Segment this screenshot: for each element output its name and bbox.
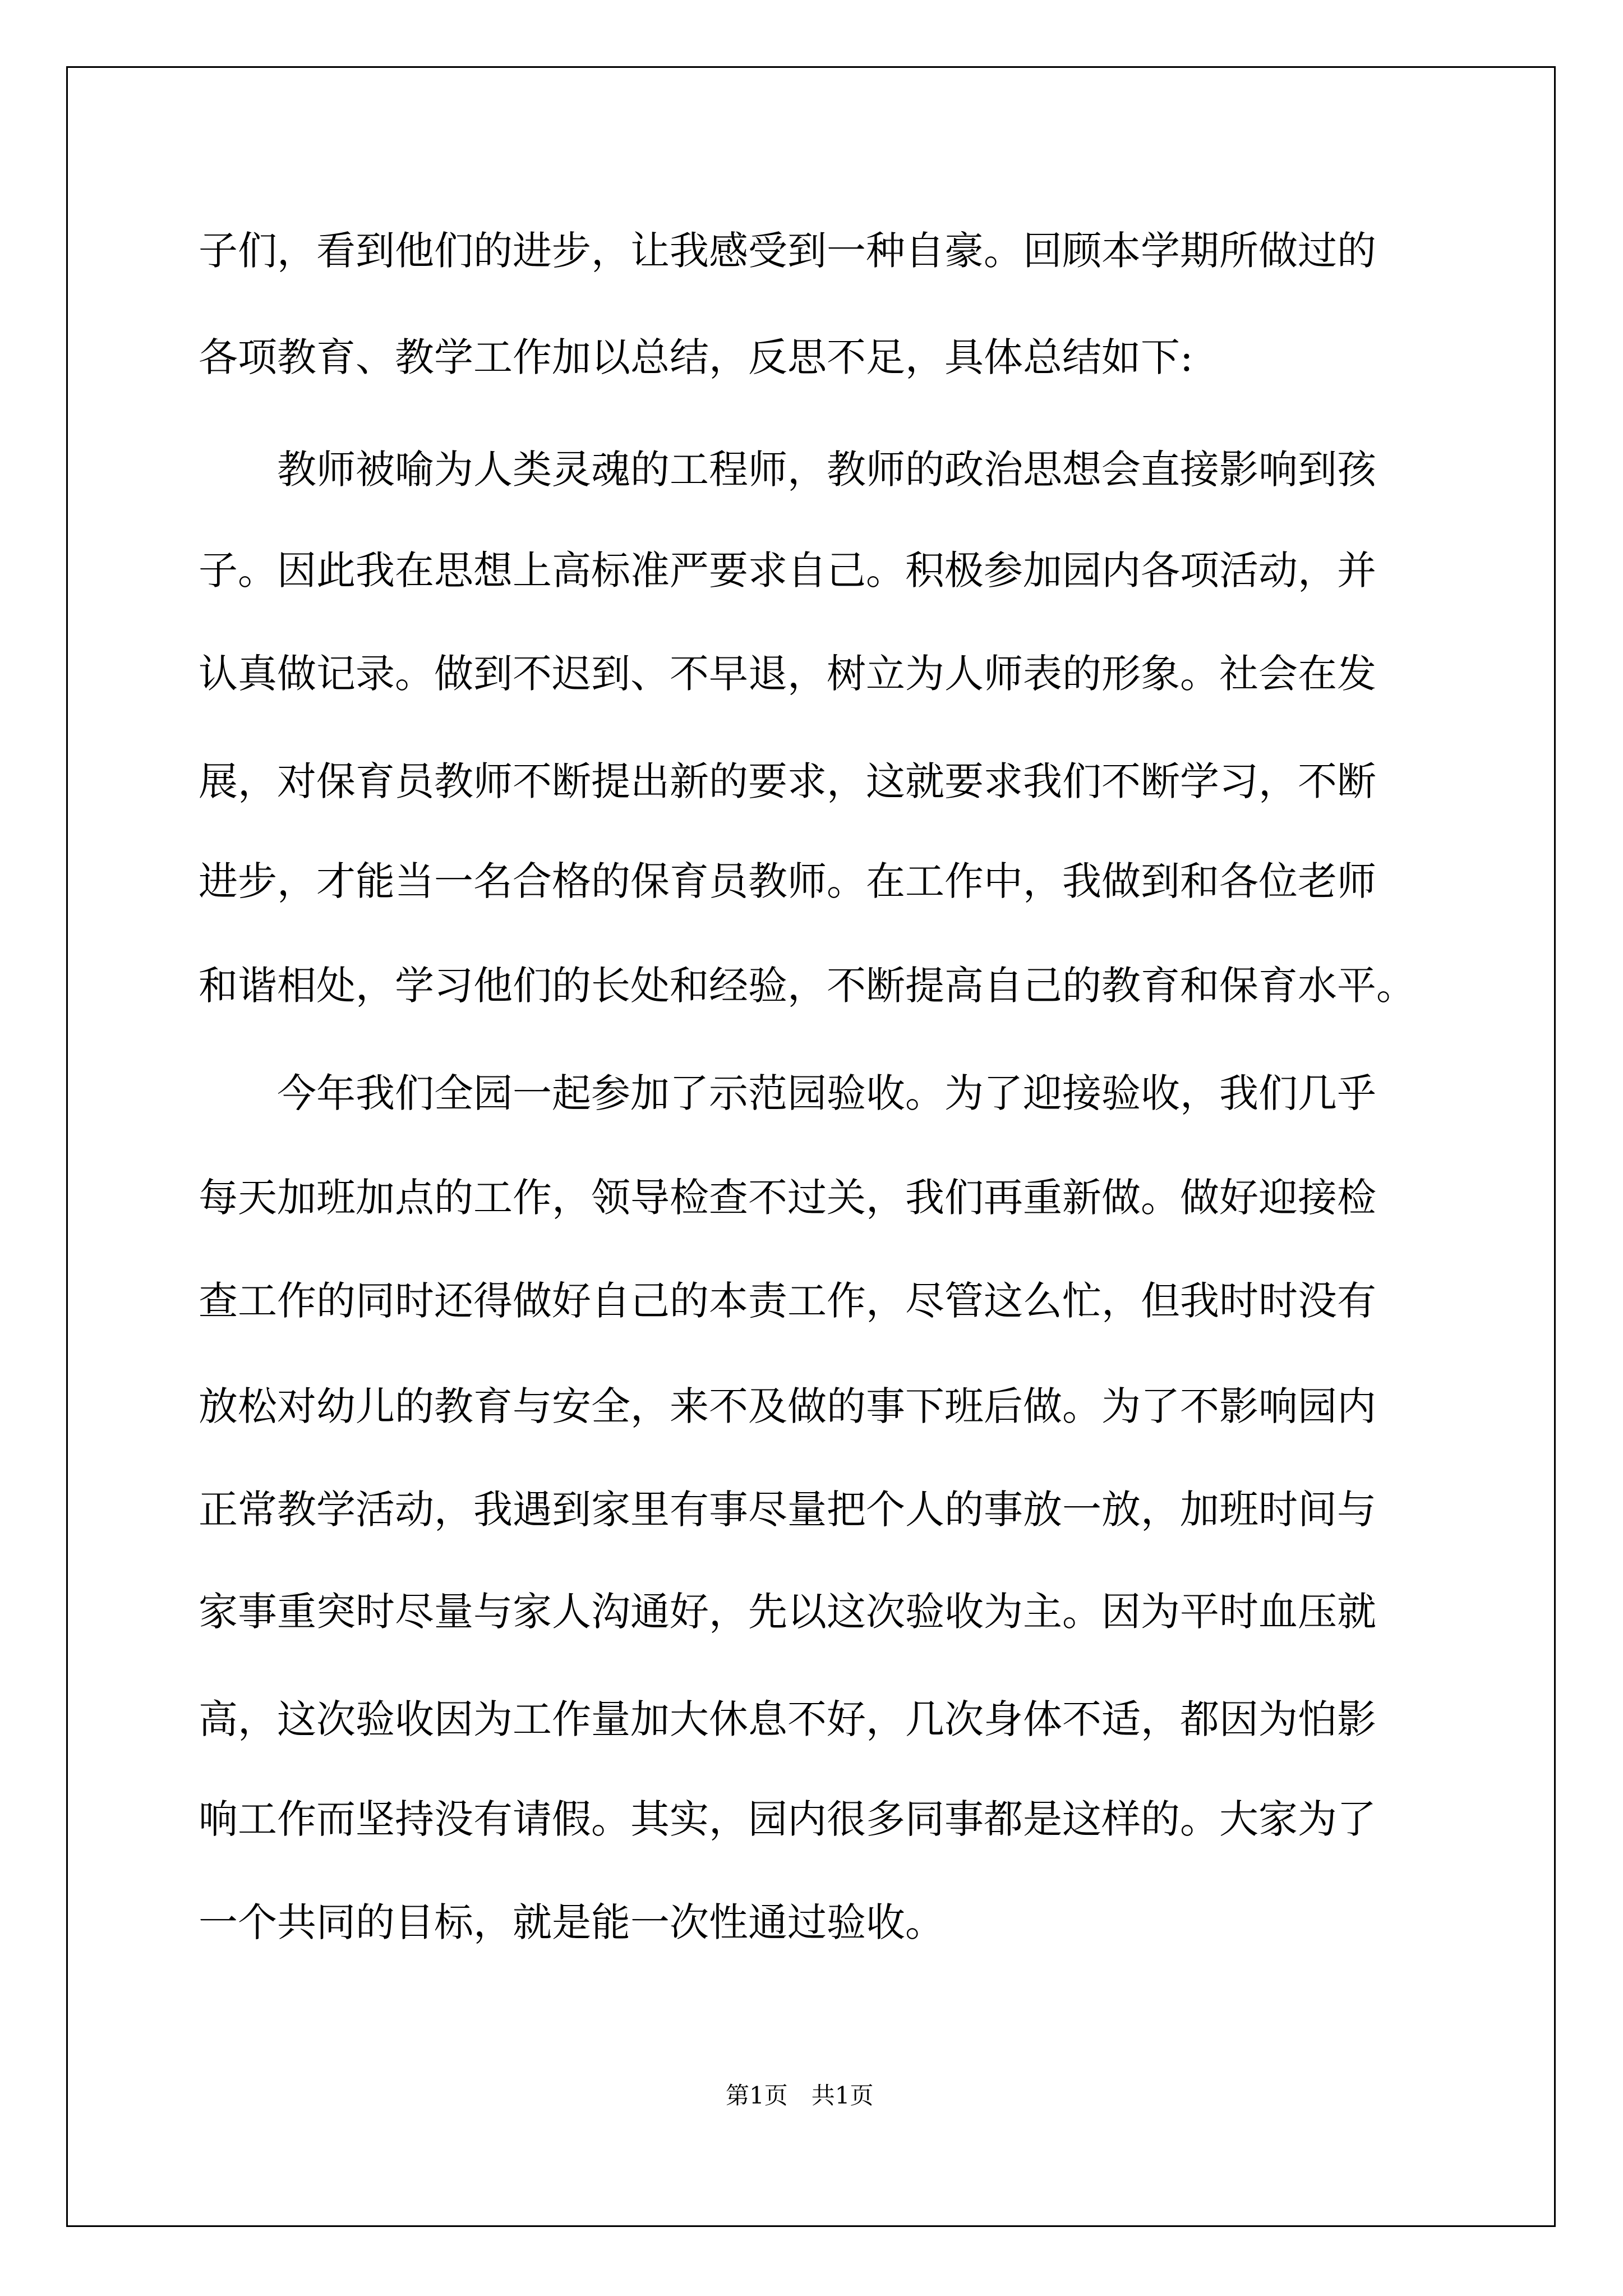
text-line: 家事重突时尽量与家人沟通好，先以这次验收为主。因为平时血压就 [199, 1589, 1376, 1635]
text-line: 各项教育、教学工作加以总结，反思不足，具体总结如下: [199, 334, 1193, 380]
text-line: 子。因此我在思想上高标准严要求自己。积极参加园内各项活动，并 [199, 547, 1376, 593]
text-line: 一个共同的目标，就是能一次性通过验收。 [199, 1899, 944, 1945]
text-line: 进步，才能当一名合格的保育员教师。在工作中，我做到和各位老师 [199, 858, 1376, 904]
text-line: 每天加班加点的工作，领导检查不过关，我们再重新做。做好迎接检 [199, 1175, 1376, 1221]
text-line: 展，对保育员教师不断提出新的要求，这就要求我们不断学习，不断 [199, 758, 1376, 804]
paragraph-first-line: 今年我们全园一起参加了示范园验收。为了迎接验收，我们几乎 [277, 1070, 1376, 1116]
text-line: 响工作而坚持没有请假。其实，园内很多同事都是这样的。大家为了 [199, 1796, 1376, 1842]
text-line: 子们，看到他们的进步，让我感受到一种自豪。回顾本学期所做过的 [199, 228, 1376, 274]
text-line: 查工作的同时还得做好自己的本责工作，尽管这么忙，但我时时没有 [199, 1278, 1376, 1324]
text-line: 和谐相处，学习他们的长处和经验，不断提高自己的教育和保育水平。 [199, 963, 1415, 1009]
text-line: 认真做记录。做到不迟到、不早退，树立为人师表的形象。社会在发 [199, 651, 1376, 697]
page-number-footer: 第1页 共1页 [726, 2082, 874, 2109]
text-line: 正常教学活动，我遇到家里有事尽量把个人的事放一放，加班时间与 [199, 1487, 1376, 1533]
paragraph-first-line: 教师被喻为人类灵魂的工程师，教师的政治思想会直接影响到孩 [277, 447, 1376, 493]
text-line: 高，这次验收因为工作量加大休息不好，几次身体不适，都因为怕影 [199, 1696, 1376, 1742]
text-line: 放松对幼儿的教育与安全，来不及做的事下班后做。为了不影响园内 [199, 1383, 1376, 1429]
